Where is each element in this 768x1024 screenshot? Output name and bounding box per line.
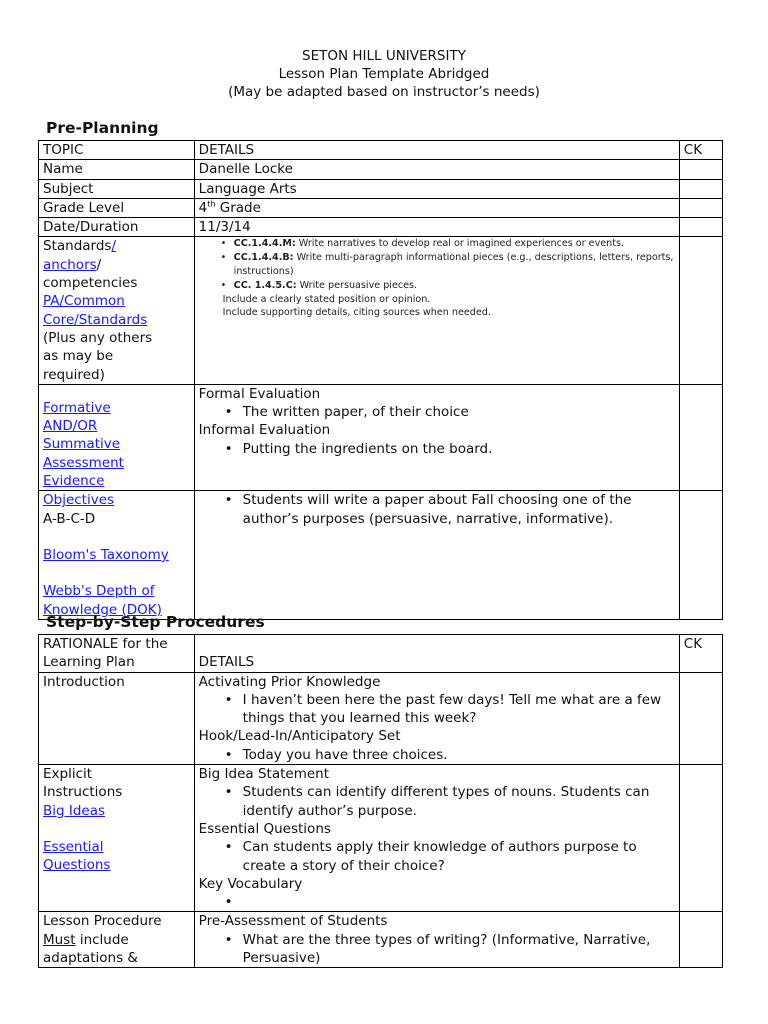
list-item: • Can students apply their knowledge of authors purpose to create a story of their choice? [199,838,675,875]
name-label: Name [39,160,195,179]
objectives-details [194,491,679,619]
ck-cell [679,672,722,764]
dok-link[interactable]: Knowledge (DOK) [43,601,162,618]
explicit-details: Big Idea Statement • Students can identify different types of nouns. Students can identify author’s purpose. Essential Questions • Can students apply their knowledge of authors purpose to create a story of their choice? Key Vocabulary • [194,765,679,912]
and-or-link[interactable]: AND/OR [43,418,98,435]
procedures-table [38,634,723,968]
template-note: (May be adapted based on instructor’s needs) [228,84,540,100]
intro-label: Introduction [39,672,195,764]
evidence-link[interactable]: Evidence [43,473,105,490]
template-title: Lesson Plan Template Abridged [278,66,490,82]
ck-cell [679,912,722,968]
col-rationale: RATIONALE for the Learning Plan [39,635,195,673]
standards-label: Standards/ anchors/ competencies PA/Common Core/Standards (Plus any others as may be required) [39,237,195,384]
table-row [39,491,723,619]
assessment-link[interactable]: Assessment [43,454,124,471]
big-ideas-link[interactable]: Big Ideas [43,802,106,819]
standards-details [194,237,679,384]
explicit-label: Explicit Instructions Big Ideas Essential Questions [39,765,195,912]
ck-cell [679,491,722,619]
assessment-details: Formal Evaluation • The written paper, of their choice Informal Evaluation • Putting the ingredients on the board. [194,384,679,490]
preplanning-table [38,140,723,620]
col-ck: CK [679,635,722,673]
table-row [39,160,723,179]
essential-link[interactable]: Essential [43,838,104,855]
date-value: 11/3/14 [194,218,679,237]
table-row [39,912,723,968]
questions-link[interactable]: Questions [43,857,111,874]
list-item: • The written paper, of their choice [199,403,675,421]
subject-label: Subject [39,179,195,198]
ck-cell [679,237,722,384]
blooms-taxonomy-link[interactable]: Bloom's Taxonomy [43,546,169,563]
standards-list [199,237,675,292]
ck-cell [679,198,722,217]
objectives-link[interactable]: Objectives [43,492,115,509]
formative-link[interactable]: Formative [43,399,111,416]
webbs-dok-link[interactable]: Webb's Depth of [43,583,155,600]
list-item: • I haven’t been here the past few days! Tell me what are a few things that you learned this week? [199,691,675,728]
lesson-label: Lesson Procedure Must include adaptations & [39,912,195,968]
lesson-details: Pre-Assessment of Students • What are the three types of writing? (Informative, Narrative, Persuasive) [194,912,679,968]
col-details: DETAILS [194,635,679,673]
table-header-row [39,141,723,160]
standard-note: Include supporting details, citing sources when needed. [222,307,491,319]
standard-note: Include a clearly stated position or opinion. [222,293,431,305]
anchors-link[interactable]: anchors [43,256,97,273]
summative-link[interactable]: Summative [43,436,121,453]
list-item [199,893,675,911]
ck-cell [679,160,722,179]
ck-cell [679,218,722,237]
table-header-row [39,635,723,673]
list-item: • CC.1.4.4.M: Write narratives to develop real or imagined experiences or events. [199,237,675,251]
university-name: SETON HILL UNIVERSITY [302,48,466,64]
list-item: • CC. 1.4.5.C: Write persuasive pieces. [199,279,675,293]
objectives-label: Objectives A-B-C-D Bloom's Taxonomy Webb's Depth of Knowledge (DOK) [39,491,195,619]
assessment-label [39,384,195,490]
col-topic: TOPIC [39,141,195,160]
table-row [39,384,723,490]
ck-cell [679,765,722,912]
grade-label: Grade Level [39,198,195,217]
ck-cell [679,179,722,198]
grade-value: 4th Grade [194,198,679,217]
table-row [39,237,723,384]
ck-cell [679,384,722,490]
procedures-heading: Step-by-Step Procedures [46,613,265,631]
document-header [0,47,768,101]
table-row [39,198,723,217]
table-row [39,218,723,237]
list-item: • Putting the ingredients on the board. [199,440,675,458]
table-row [39,765,723,912]
list-item: • Students can identify different types of nouns. Students can identify author’s purpose. [199,783,675,820]
list-item: • Today you have three choices. [199,746,675,764]
list-item: • What are the three types of writing? (Informative, Narrative, Persuasive) [199,931,675,968]
subject-value: Language Arts [194,179,679,198]
col-details: DETAILS [194,141,679,160]
col-ck: CK [679,141,722,160]
core-standards-link[interactable]: Core/Standards [43,311,148,328]
list-item: • CC.1.4.4.B: Write multi-paragraph informational pieces (e.g., descriptions, letters, reports, instructions) [199,251,675,279]
pa-common-core-link[interactable]: PA/Common [43,293,125,310]
preplanning-heading: Pre-Planning [46,119,159,137]
list-item: • Students will write a paper about Fall choosing one of the author’s purposes (persuasive, narrative, informative). [199,491,675,528]
name-value: Danelle Locke [194,160,679,179]
intro-details: Activating Prior Knowledge • I haven’t been here the past few days! Tell me what are a few things that you learned this week? Hook/Lead-In/Anticipatory Set • Today you have three choices. [194,672,679,764]
table-row [39,179,723,198]
standards-link[interactable]: / [111,238,117,255]
table-row [39,672,723,764]
date-label: Date/Duration [39,218,195,237]
